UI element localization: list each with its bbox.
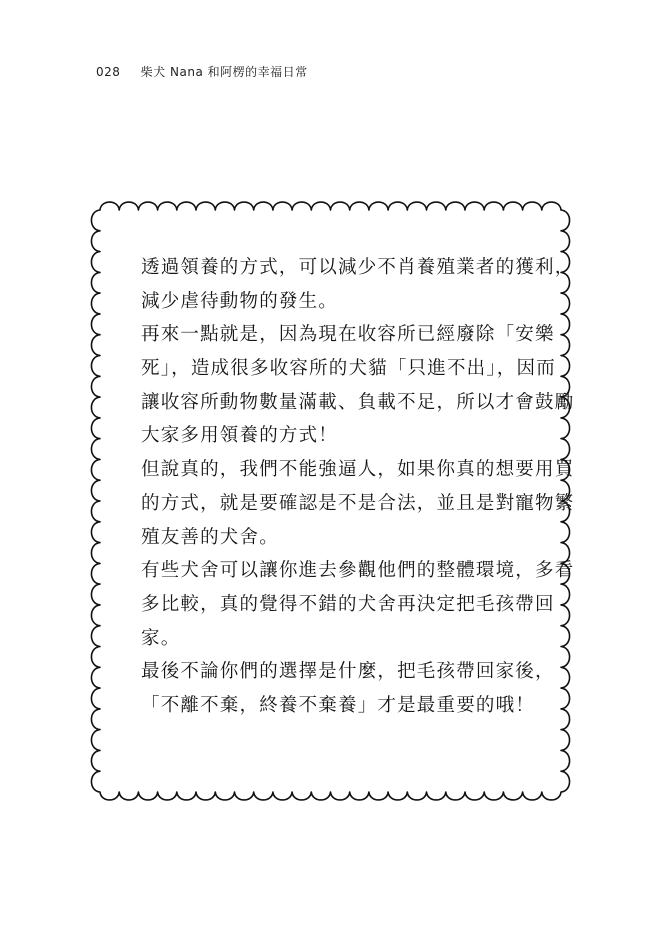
text-line: 「不離不棄，終養不棄養」才是最重要的哦！ [141,694,536,716]
text-line: 的方式，就是要確認是不是合法，並且是對寵物繁 [141,492,575,514]
text-line: 但說真的，我們不能強逼人，如果你真的想要用買 [141,459,575,481]
text-line: 再來一點就是，因為現在收容所已經廢除「安樂 [141,324,555,346]
text-line: 死」，造成很多收容所的犬貓「只進不出」，因而 [141,358,556,380]
text-line: 家。 [141,627,181,649]
text-line: 殖友善的犬舍。 [141,526,279,548]
text-line: 大家多用領養的方式！ [141,425,339,447]
text-line: 透過領養的方式，可以減少不肖養殖業者的獲利， [141,257,575,278]
text-line: 讓收容所動物數量滿載、負載不足，所以才會鼓勵 [141,391,575,413]
text-line: 有些犬舍可以讓你進去參觀他們的整體環境，多看 [141,560,575,582]
book-title: 柴犬 Nana 和阿楞的幸福日常 [140,65,308,79]
body-text [141,251,575,723]
text-line: 減少虐待動物的發生。 [141,290,339,312]
text-line: 最後不論你們的選擇是什麼，把毛孩帶回家後， [141,661,555,683]
text-line: 多比較，真的覺得不錯的犬舍再決定把毛孩帶回 [141,593,555,615]
page-number: 028 [96,65,121,79]
